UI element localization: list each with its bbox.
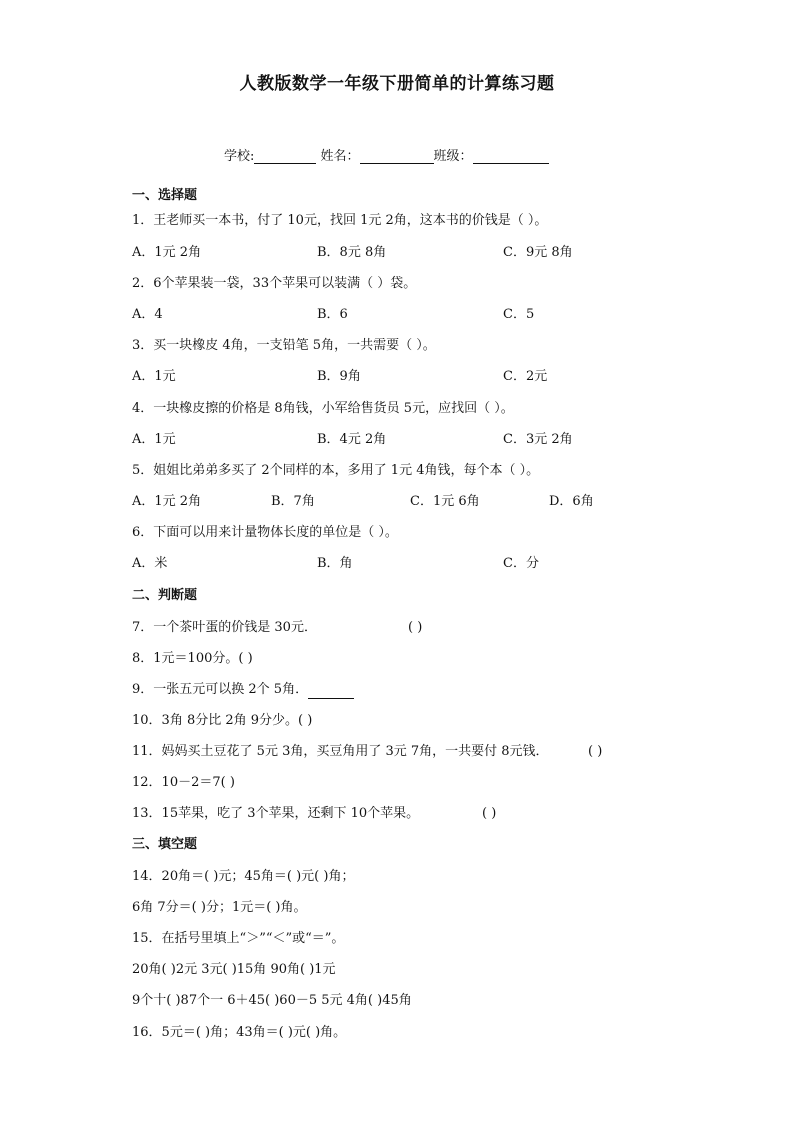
student-info-line	[224, 145, 549, 164]
fill-line-15b: 9个十( )87个一 6＋45( )60－5 5元 4角( )45角	[132, 993, 412, 1008]
q3-option-c: C．2元	[503, 369, 548, 384]
q6-option-a: A．米	[132, 556, 168, 571]
judge-7-paren[interactable]: ( )	[408, 620, 423, 635]
q6-option-b: B．角	[317, 556, 353, 571]
judge-item-8	[132, 650, 253, 668]
judge-13-paren[interactable]: ( )	[482, 806, 497, 821]
judge-11-text: 11．妈妈买土豆花了 5元 3角，买豆角用了 3元 7角，一共要付 8元钱．	[132, 744, 549, 759]
judge-item-11	[132, 743, 549, 761]
q4-option-c: C．3元 2角	[503, 432, 573, 447]
judge-item-7	[132, 619, 317, 637]
judge-item-9	[132, 681, 354, 699]
q5-option-b: B．7角	[271, 494, 315, 509]
q1-option-c: C．9元 8角	[503, 245, 573, 260]
q5-option-c: C．1元 6角	[410, 494, 480, 509]
judge-12-paren[interactable]: )	[225, 775, 235, 790]
judge-8-text: 8．1元＝100分。(	[132, 651, 244, 666]
judge-9-text: 9．一张五元可以换 2个 5角．	[132, 682, 309, 697]
q2-option-a: A．4	[132, 307, 163, 322]
question-5: 5．姐姐比弟弟多买了 2个同样的本，多用了 1元 4角钱，每个本（ ）。	[132, 463, 540, 478]
school-label: 学校:	[224, 149, 255, 164]
judge-10-text: 10．3角 8分比 2角 9分少。(	[132, 713, 304, 728]
judge-12-text: 12．10－2＝7(	[132, 775, 226, 790]
fill-line-15a: 20角( )2元 3元( )15角 90角( )1元	[132, 962, 336, 977]
section-heading-choice: 一、选择题	[132, 188, 198, 203]
judge-item-12	[132, 774, 235, 792]
section-heading-judge: 二、判断题	[132, 588, 198, 603]
judge-10-paren[interactable]: )	[303, 713, 313, 728]
fill-line-15-instruction: 15．在括号里填上“＞”“＜”或“＝”。	[132, 931, 345, 946]
q2-option-c: C．5	[503, 307, 535, 322]
question-3: 3．买一块橡皮 4角，一支铅笔 5角，一共需要（ ）。	[132, 338, 436, 353]
section-heading-fill: 三、填空题	[132, 837, 198, 852]
q5-option-d: D．6角	[549, 494, 594, 509]
judge-9-blank[interactable]	[308, 685, 354, 699]
q4-option-b: B．4元 2角	[317, 432, 387, 447]
judge-13-text: 13．15苹果，吃了 3个苹果，还剩下 10个苹果。	[132, 806, 420, 821]
question-1: 1．王老师买一本书，付了 10元，找回 1元 2角，这本书的价钱是（ ）。	[132, 213, 548, 228]
fill-line-14a: 14．20角＝( )元；45角＝( )元( )角；	[132, 869, 355, 884]
fill-line-16: 16．5元＝( )角；43角＝( )元( )角。	[132, 1025, 347, 1040]
question-2: 2．6个苹果装一袋，33个苹果可以装满（ ）袋。	[132, 276, 417, 291]
q4-option-a: A．1元	[132, 432, 176, 447]
q5-option-a: A．1元 2角	[132, 494, 202, 509]
question-6: 6．下面可以用来计量物体长度的单位是（ ）。	[132, 525, 398, 540]
fill-line-14b: 6角 7分＝( )分；1元＝( )角。	[132, 900, 307, 915]
q3-option-b: B．9角	[317, 369, 361, 384]
q3-option-a: A．1元	[132, 369, 176, 384]
q6-option-c: C．分	[503, 556, 539, 571]
judge-11-paren[interactable]: ( )	[588, 744, 603, 759]
school-blank[interactable]	[254, 149, 316, 164]
class-blank[interactable]	[473, 149, 549, 164]
q2-option-b: B．6	[317, 307, 348, 322]
judge-8-paren[interactable]: )	[243, 651, 253, 666]
name-label: 姓名：	[320, 149, 360, 164]
q1-option-b: B．8元 8角	[317, 245, 387, 260]
judge-item-10	[132, 712, 312, 730]
class-label: 班级：	[433, 149, 473, 164]
name-blank[interactable]	[360, 149, 434, 164]
judge-item-13	[132, 805, 419, 823]
judge-7-text: 7．一个茶叶蛋的价钱是 30元．	[132, 620, 317, 635]
q1-option-a: A．1元 2角	[132, 245, 202, 260]
page-title: 人教版数学一年级下册简单的计算练习题	[239, 74, 555, 94]
question-4: 4．一块橡皮擦的价格是 8角钱，小军给售货员 5元，应找回（ ）。	[132, 401, 514, 416]
